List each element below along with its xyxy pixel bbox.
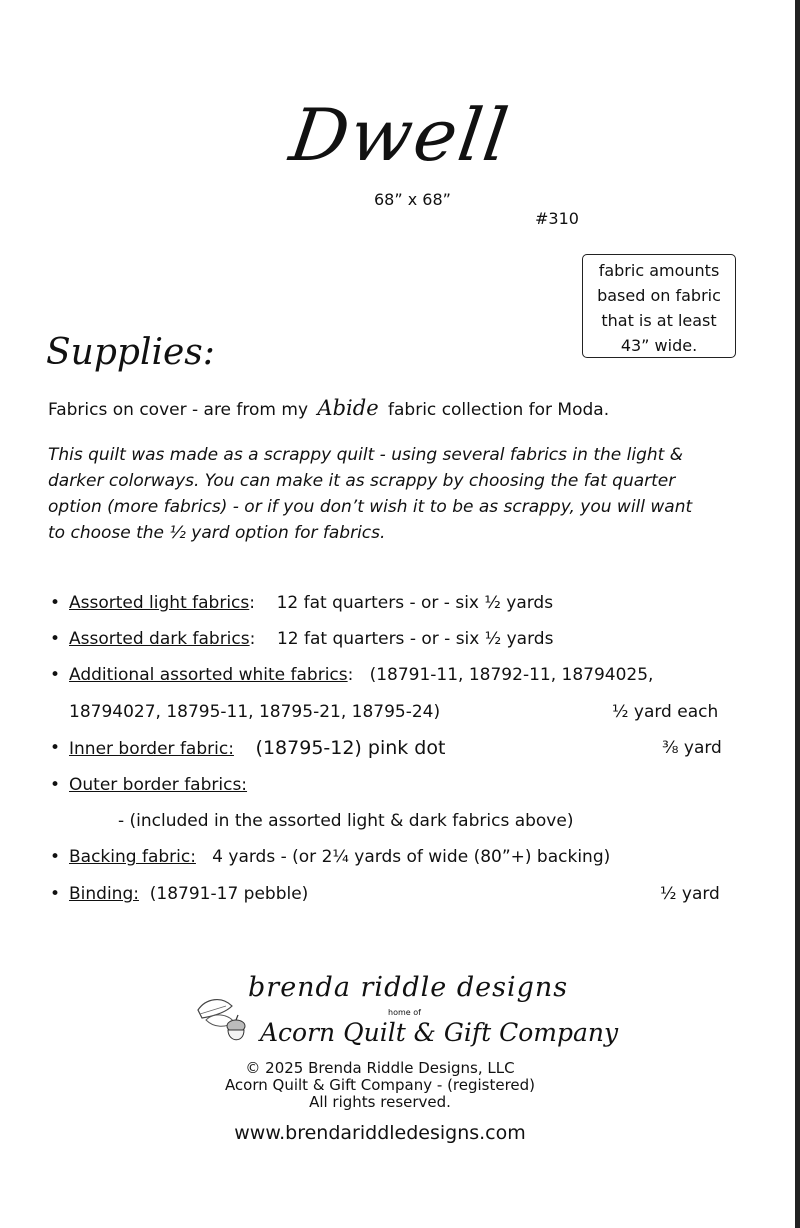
company-name: Acorn Quilt & Gift Company [260,1018,619,1047]
item-detail: (18795-12) pink dot [255,737,446,759]
paragraph-line: option (more fabrics) - or if you don’t wish it to be as scrappy, you will want [48,497,693,517]
bullet-icon: • [50,775,61,795]
supply-item [69,665,653,685]
item-detail: 4 yards - (or 2¼ yards of wide (80”+) backing) [212,847,611,867]
supply-item [69,847,610,867]
fabric-width-note [582,258,736,358]
supply-item [69,593,553,613]
item-detail-cont: 18794027, 18795-11, 18795-21, 18795-24) [69,702,441,722]
website-link[interactable]: www.brendariddledesigns.com [234,1122,526,1144]
item-label: Inner border fabric: [69,739,234,759]
bullet-icon: • [50,847,61,867]
note-line: based on fabric [597,286,721,305]
item-detail: 12 fat quarters - or - six ½ yards [276,593,554,613]
brand-name: brenda riddle designs [248,972,569,1003]
item-amount: ½ yard each [612,702,719,722]
copyright-block [0,1060,760,1111]
copyright-line: All rights reserved. [309,1093,451,1111]
paragraph-line: darker colorways. You can make it as scrappy by choosing the fat quarter [48,471,676,491]
item-detail: (18791-11, 18792-11, 18794025, [369,665,654,685]
intro-line [48,396,609,420]
supply-item [69,884,308,904]
item-amount: ⅜ yard [662,738,722,758]
copyright-line: Acorn Quilt & Gift Company - (registered) [224,1076,536,1094]
page-edge [795,0,800,1228]
item-colon: : [347,665,354,685]
note-line: that is at least [601,311,717,330]
supply-item [69,629,553,649]
bullet-icon: • [50,593,61,613]
item-detail: 12 fat quarters - or - six ½ yards [276,629,554,649]
quilt-size: 68” x 68” [374,190,451,209]
intro-after: fabric collection for Moda. [388,400,610,420]
item-colon: : [249,593,255,613]
item-label: Outer border fabrics: [69,775,248,795]
home-of-label: home of [388,1008,421,1017]
bullet-icon: • [50,629,61,649]
item-label: Backing fabric: [69,847,196,867]
pattern-title: Dwell [285,93,515,177]
item-colon: : [249,629,256,649]
paragraph-line: This quilt was made as a scrappy quilt - using several fabrics in the light & [48,445,683,465]
copyright-line: © 2025 Brenda Riddle Designs, LLC [245,1059,515,1077]
item-label: Assorted light fabrics [69,593,250,613]
pattern-number: #310 [535,209,579,228]
bullet-icon: • [50,738,61,758]
bullet-icon: • [50,884,61,904]
item-label: Additional assorted white fabrics [69,665,348,685]
item-label: Binding: [69,884,139,904]
collection-name: Abide [317,396,379,420]
supply-item [69,775,247,795]
item-detail-cont: - (included in the assorted light & dark fabrics above) [118,811,574,831]
note-line: 43” wide. [620,336,698,355]
item-label: Assorted dark fabrics [69,629,250,649]
paragraph-line: to choose the ½ yard option for fabrics. [48,523,386,543]
item-detail: (18791-17 pebble) [149,884,309,904]
supplies-heading: Supplies: [46,332,215,373]
supply-item [69,737,445,759]
scrappy-paragraph [48,442,748,546]
bullet-icon: • [50,665,61,685]
note-line: fabric amounts [598,261,720,280]
intro-before: Fabrics on cover - are from my [48,400,309,420]
item-amount: ½ yard [660,884,720,904]
